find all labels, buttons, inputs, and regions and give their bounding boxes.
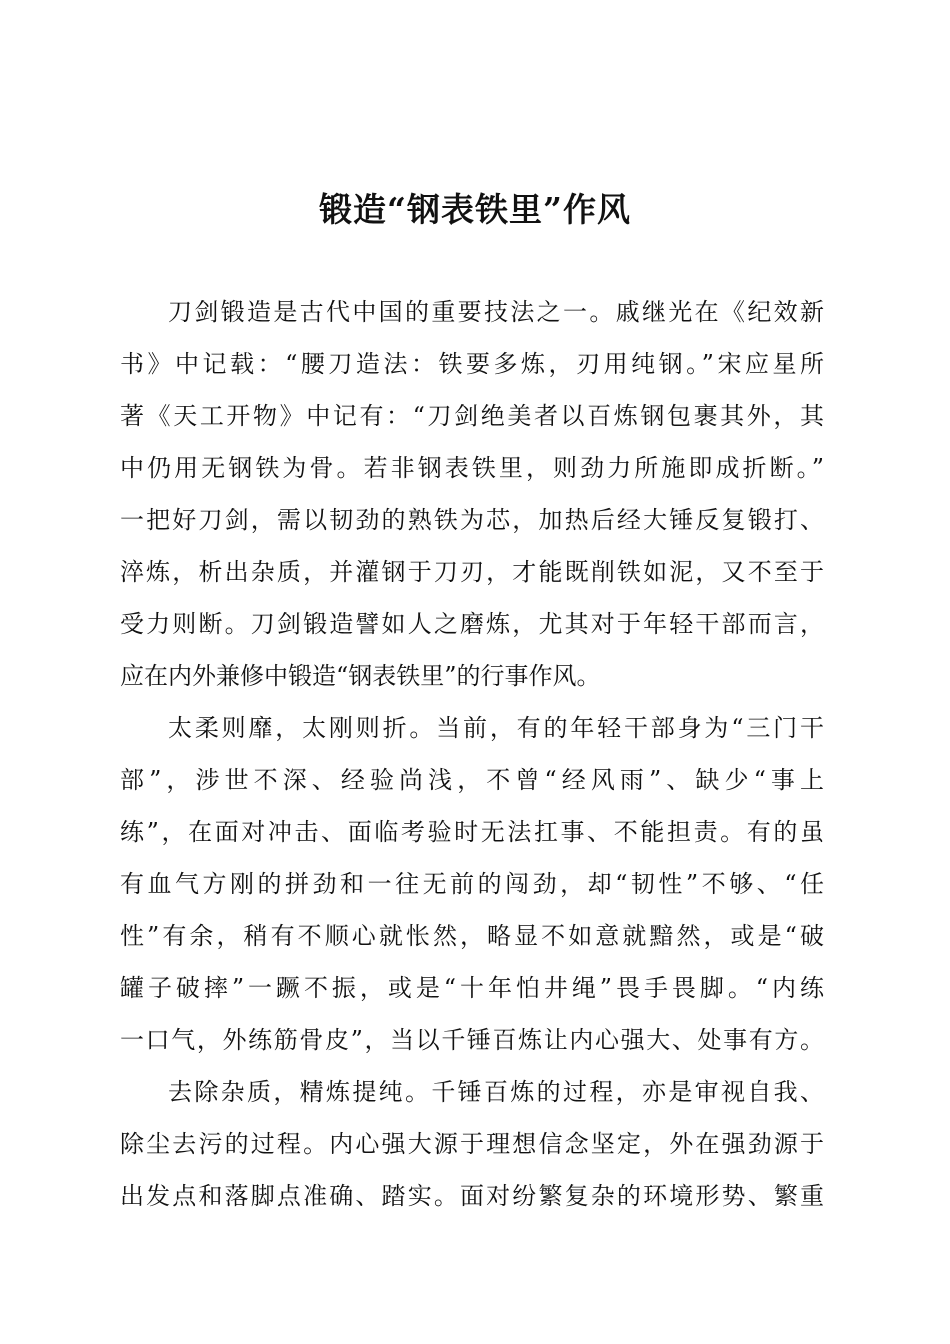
- paragraph-line: 部”，涉世不深、经验尚浅，不曾“经风雨”、缺少“事上: [120, 766, 824, 794]
- paragraph-line: 刀剑锻造是古代中国的重要技法之一。戚继光在《纪效新: [168, 298, 824, 326]
- paragraph-1: [120, 286, 824, 702]
- paragraph-line: 有血气方刚的拼劲和一往无前的闯劲，却“韧性”不够、“任: [120, 870, 824, 898]
- paragraph-line: 去除杂质，精炼提纯。千锤百炼的过程，亦是审视自我、: [168, 1078, 824, 1106]
- paragraph-line: 出发点和落脚点准确、踏实。面对纷繁复杂的环境形势、繁重: [120, 1182, 824, 1210]
- paragraph-2: [120, 702, 824, 1066]
- paragraph-3: [120, 1066, 824, 1222]
- paragraph-line: 书》中记载：“腰刀造法：铁要多炼，刃用纯钢。”宋应星所: [120, 350, 824, 378]
- paragraph-line: 著《天工开物》中记有：“刀剑绝美者以百炼钢包裹其外，其: [120, 402, 824, 430]
- document-title: 锻造“钢表铁里”作风: [319, 190, 631, 229]
- paragraph-line: 罐子破摔”一蹶不振，或是“十年怕井绳”畏手畏脚。“内练: [120, 974, 824, 1002]
- paragraph-line: 太柔则靡，太刚则折。当前，有的年轻干部身为“三门干: [168, 714, 824, 742]
- paragraph-line: 淬炼，析出杂质，并灌钢于刀刃，才能既削铁如泥，又不至于: [120, 558, 824, 586]
- document-body: [120, 286, 824, 1222]
- paragraph-line: 一把好刀剑，需以韧劲的熟铁为芯，加热后经大锤反复锻打、: [120, 506, 824, 534]
- paragraph-line: 一口气，外练筋骨皮”，当以千锤百炼让内心强大、处事有方。: [120, 1026, 824, 1054]
- paragraph-line: 性”有余，稍有不顺心就怅然，略显不如意就黯然，或是“破: [120, 922, 824, 950]
- paragraph-line: 练”，在面对冲击、面临考验时无法扛事、不能担责。有的虽: [120, 818, 824, 846]
- paragraph-line: 应在内外兼修中锻造“钢表铁里”的行事作风。: [120, 662, 601, 690]
- paragraph-line: 受力则断。刀剑锻造譬如人之磨炼，尤其对于年轻干部而言，: [120, 610, 824, 638]
- paragraph-line: 中仍用无钢铁为骨。若非钢表铁里，则劲力所施即成折断。”: [120, 454, 824, 482]
- paragraph-line: 除尘去污的过程。内心强大源于理想信念坚定，外在强劲源于: [120, 1130, 824, 1158]
